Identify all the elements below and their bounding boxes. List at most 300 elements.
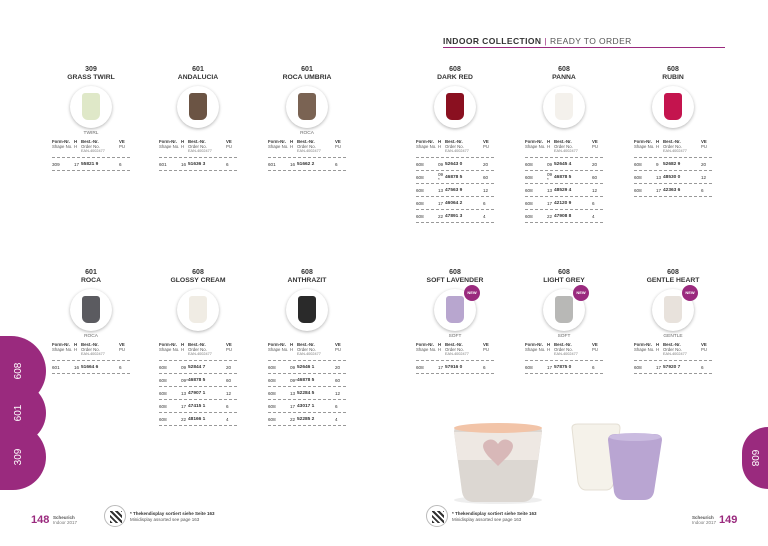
table-header-cell: Shape No.	[525, 144, 546, 149]
product-thumbnail[interactable]	[70, 86, 112, 128]
table-header-cell: H	[656, 139, 660, 144]
table-header-cell: Best.-Nr.	[445, 342, 463, 347]
product-thumbnail[interactable]	[286, 289, 328, 331]
table-header-cell: Form-Nr.	[634, 342, 652, 347]
pot-icon	[189, 296, 207, 323]
product-card	[633, 66, 713, 197]
table-header-cell: Best.-Nr.	[554, 342, 572, 347]
pot-icon	[82, 296, 100, 323]
ean-prefix: EAN-4002477	[297, 352, 321, 356]
brand-name: Scheurich	[692, 515, 714, 520]
brand-name: Scheurich	[53, 515, 75, 520]
table-cell: 20	[592, 161, 598, 167]
table-row	[634, 183, 712, 196]
table-header-cell: VE	[483, 139, 489, 144]
table-end-rule	[268, 425, 346, 426]
product-card	[524, 269, 604, 374]
section-header	[443, 36, 632, 46]
table-row	[268, 412, 346, 425]
product-series	[267, 334, 347, 340]
product-shape-number: 608	[558, 269, 570, 276]
table-cell: 42363 6	[663, 187, 681, 193]
product-shape-number: 601	[192, 66, 204, 73]
table-header-cell: H	[290, 342, 294, 347]
table-header-cell: Shape No.	[416, 144, 437, 149]
product-thumbnail[interactable]	[286, 86, 328, 128]
table-row	[416, 209, 494, 222]
product-thumbnail[interactable]	[70, 289, 112, 331]
table-cell: 608	[159, 403, 167, 409]
table-cell: 13	[290, 390, 296, 396]
table-cell: 17	[74, 161, 80, 167]
product-series: TWIRL	[83, 131, 99, 136]
table-header-cell: Order No.	[445, 347, 464, 352]
new-badge: NEW	[464, 285, 480, 301]
table-header-cell: Form-Nr.	[52, 139, 70, 144]
table-cell: 09	[438, 161, 444, 167]
product-series: SOFT	[448, 334, 462, 339]
table-header-cell: Form-Nr.	[634, 139, 652, 144]
table-header-cell: PU	[592, 144, 598, 149]
table-cell: 4	[335, 416, 338, 422]
product-series: ROCA	[300, 131, 314, 136]
product-name: ANTHRAZIT	[287, 277, 327, 284]
table-row	[416, 196, 494, 209]
table-cell: 22	[438, 213, 444, 219]
table-row	[268, 386, 346, 399]
table-header-cell: Form-Nr.	[52, 342, 70, 347]
product-name: GENTLE HEART	[646, 277, 700, 284]
table-header-cell: H	[181, 347, 185, 352]
table-cell: 608	[268, 403, 276, 409]
table-cell: 12	[335, 390, 341, 396]
order-table	[525, 139, 603, 223]
product-name: ROCA	[80, 277, 101, 284]
product-shape-number: 608	[449, 66, 461, 73]
pot-icon	[446, 296, 464, 323]
table-cell: 608	[525, 174, 533, 180]
table-cell: 46878 5	[554, 174, 572, 180]
product-card	[633, 269, 713, 374]
table-header-cell: H	[290, 347, 294, 352]
table-header-cell: Best.-Nr.	[188, 342, 206, 347]
table-end-rule	[416, 222, 494, 223]
photo-pot-rim	[454, 423, 542, 433]
table-header-cell: Form-Nr.	[159, 342, 177, 347]
table-cell: 13	[181, 390, 187, 396]
table-cell: 20	[701, 161, 707, 167]
table-header-cell: Best.-Nr.	[554, 139, 572, 144]
table-cell: 17	[656, 187, 662, 193]
table-row	[52, 157, 130, 170]
table-row	[634, 360, 712, 373]
table-row	[416, 183, 494, 196]
table-header-cell: H	[74, 144, 78, 149]
table-row	[268, 399, 346, 412]
table-cell: 608	[416, 174, 424, 180]
table-row	[525, 157, 603, 170]
table-cell: 42120 9	[554, 200, 572, 206]
product-shape-number: 608	[301, 269, 313, 276]
table-cell: 60	[226, 377, 232, 383]
product-series	[415, 131, 495, 137]
table-header-cell: PU	[226, 144, 232, 149]
table-cell: 48530 0	[663, 174, 681, 180]
table-cell: 51636 3	[188, 161, 206, 167]
table-cell: 60	[483, 174, 489, 180]
order-table	[52, 139, 130, 171]
table-cell: 6	[335, 403, 338, 409]
footnote-bold: * Thekendisplay sortiert siehe Seite 163	[452, 511, 537, 516]
table-header-cell: Order No.	[554, 347, 573, 352]
table-cell: 57916 0	[445, 364, 463, 370]
table-header-cell: PU	[119, 144, 125, 149]
table-cell: 47891 3	[445, 213, 463, 219]
table-cell: 48529 4	[554, 187, 572, 193]
table-cell: 17	[438, 200, 444, 206]
footnote-text: Minidisplay assorted see page 163	[130, 516, 200, 522]
table-header-cell: Best.-Nr.	[445, 139, 463, 144]
product-card	[524, 66, 604, 223]
table-header-cell: H	[438, 139, 442, 144]
table-row	[416, 360, 494, 373]
side-tab-label: 309	[12, 448, 24, 466]
side-tab-label: 608	[12, 362, 24, 380]
order-table	[416, 342, 494, 374]
table-cell: 22	[290, 416, 296, 422]
table-cell: 6	[701, 364, 704, 370]
table-cell: 608	[525, 161, 533, 167]
pot-icon	[446, 93, 464, 120]
order-table	[416, 139, 494, 223]
product-thumbnail[interactable]	[177, 289, 219, 331]
product-shape-number: 608	[558, 66, 570, 73]
product-name: GLOSSY CREAM	[170, 277, 226, 284]
table-cell: 09*	[181, 377, 188, 383]
pot-icon	[555, 296, 573, 323]
table-cell: 52285 2	[297, 416, 315, 422]
table-header-cell: Best.-Nr.	[297, 342, 315, 347]
product-series	[633, 131, 713, 137]
table-header-cell: H	[547, 144, 551, 149]
table-header-cell: H	[74, 139, 78, 144]
footnote-right	[452, 511, 537, 522]
pot-icon	[555, 93, 573, 120]
table-header-cell: H	[438, 144, 442, 149]
table-row	[525, 170, 603, 183]
footnote-text: Minidisplay assorted see page 163	[452, 516, 522, 522]
table-header-cell: H	[290, 139, 294, 144]
ean-prefix: EAN-4002477	[81, 149, 105, 153]
product-series: ROCA	[84, 334, 98, 339]
table-header-cell: VE	[226, 139, 232, 144]
table-cell: 52284 5	[297, 390, 315, 396]
table-header-cell: PU	[335, 144, 341, 149]
table-cell: 12	[483, 187, 489, 193]
header-rule	[443, 47, 725, 48]
table-cell: 13	[656, 174, 662, 180]
pot-icon	[82, 93, 100, 120]
product-card	[267, 66, 347, 171]
product-card	[415, 269, 495, 374]
new-badge: NEW	[682, 285, 698, 301]
table-row	[159, 386, 237, 399]
table-header-cell: PU	[701, 144, 707, 149]
table-cell: 22	[547, 213, 553, 219]
table-cell: 52682 9	[663, 161, 681, 167]
product-card	[158, 66, 238, 171]
table-header-cell: Best.-Nr.	[188, 139, 206, 144]
table-end-rule	[525, 373, 603, 374]
ean-prefix: EAN-4002477	[188, 149, 212, 153]
brand-left	[53, 515, 77, 525]
table-cell: 309	[52, 161, 60, 167]
table-cell: 16	[181, 161, 187, 167]
table-header-cell: Form-Nr.	[268, 342, 286, 347]
product-series: SOFT	[557, 334, 571, 339]
table-header-cell: Order No.	[188, 144, 207, 149]
side-tab-label: 601	[12, 404, 24, 422]
table-row	[525, 209, 603, 222]
table-header-cell: PU	[483, 144, 489, 149]
table-cell: 17	[438, 364, 444, 370]
table-cell: 17	[290, 403, 296, 409]
table-cell: 6	[592, 364, 595, 370]
table-cell: 55821 9	[81, 161, 99, 167]
side-tab-right-608[interactable]	[742, 427, 768, 489]
product-name: GRASS TWIRL	[67, 74, 115, 81]
product-name: LIGHT GREY	[543, 277, 585, 284]
table-header-cell: Shape No.	[268, 347, 289, 352]
product-card	[267, 269, 347, 426]
table-header-cell: H	[74, 342, 78, 347]
table-row	[634, 157, 712, 170]
ean-prefix: EAN-4002477	[297, 149, 321, 153]
table-header-cell: PU	[483, 347, 489, 352]
product-series	[158, 334, 238, 340]
table-cell: 52646 1	[297, 364, 315, 370]
order-table	[159, 342, 237, 426]
table-cell: 608	[268, 390, 276, 396]
brand-year: Indoor 2017	[692, 520, 717, 525]
table-header-cell: PU	[701, 347, 707, 352]
table-cell: 46064 2	[445, 200, 463, 206]
table-header-cell: H	[547, 347, 551, 352]
table-cell: 12	[701, 174, 707, 180]
product-shape-number: 608	[449, 269, 461, 276]
table-end-rule	[52, 373, 130, 374]
table-header-cell: H	[438, 347, 442, 352]
table-header-cell: Order No.	[554, 144, 573, 149]
table-cell: 6	[592, 200, 595, 206]
table-row	[268, 157, 346, 170]
table-end-rule	[525, 222, 603, 223]
table-cell: 60	[592, 174, 598, 180]
table-header-cell: H	[656, 144, 660, 149]
table-cell: 601	[159, 161, 167, 167]
product-shape-number: 601	[85, 269, 97, 276]
table-header-cell: H	[656, 342, 660, 347]
table-cell: 6	[335, 161, 338, 167]
table-row	[525, 360, 603, 373]
table-header-cell: Best.-Nr.	[297, 139, 315, 144]
table-cell: 60	[335, 377, 341, 383]
photo-pot-lavender	[608, 434, 662, 500]
table-header-cell: Form-Nr.	[159, 139, 177, 144]
ean-prefix: EAN-4002477	[554, 149, 578, 153]
table-cell: 608	[268, 364, 276, 370]
table-header-cell: VE	[701, 139, 707, 144]
table-row	[268, 373, 346, 386]
table-row	[159, 157, 237, 170]
table-row	[525, 183, 603, 196]
table-row	[416, 170, 494, 183]
table-header-cell: H	[74, 347, 78, 352]
product-shape-number: 608	[667, 269, 679, 276]
product-card	[158, 269, 238, 426]
table-header-cell: Shape No.	[634, 144, 655, 149]
table-cell: 6	[119, 364, 122, 370]
ean-prefix: EAN-4002477	[663, 149, 687, 153]
table-cell: 608	[159, 364, 167, 370]
table-header-cell: Shape No.	[159, 347, 180, 352]
product-name: PANNA	[552, 74, 576, 81]
product-name: ROCA UMBRIA	[282, 74, 332, 81]
table-header-cell: Form-Nr.	[525, 139, 543, 144]
product-thumbnail[interactable]	[543, 289, 585, 331]
table-cell: 608	[416, 187, 424, 193]
pot-icon	[664, 93, 682, 120]
table-header-cell: H	[181, 144, 185, 149]
ean-prefix: EAN-4002477	[663, 352, 687, 356]
table-cell: 52645 4	[554, 161, 572, 167]
pot-icon	[189, 93, 207, 120]
product-thumbnail[interactable]	[652, 86, 694, 128]
product-thumbnail[interactable]	[652, 289, 694, 331]
table-cell: 46878 5	[297, 377, 315, 383]
table-cell: 601	[52, 364, 60, 370]
table-cell: 09*	[290, 377, 297, 383]
header-separator: |	[544, 36, 548, 46]
product-thumbnail[interactable]	[543, 86, 585, 128]
table-header-cell: VE	[483, 342, 489, 347]
table-cell: 608	[634, 161, 642, 167]
table-cell: 22	[181, 416, 187, 422]
table-cell: 17	[181, 403, 187, 409]
table-header-cell: Best.-Nr.	[81, 139, 99, 144]
side-tab-309[interactable]	[0, 424, 46, 490]
table-header-cell: Shape No.	[52, 347, 73, 352]
order-table	[634, 139, 712, 197]
product-card	[51, 269, 131, 374]
table-cell: 6	[483, 364, 486, 370]
product-card	[51, 66, 131, 171]
table-row	[416, 157, 494, 170]
table-header-cell: Shape No.	[52, 144, 73, 149]
table-cell: 608	[159, 390, 167, 396]
table-header-cell: Form-Nr.	[525, 342, 543, 347]
table-cell: 46878 5	[188, 377, 206, 383]
table-header-cell: Order No.	[81, 347, 100, 352]
table-header-cell: VE	[335, 342, 341, 347]
header-subtitle: READY TO ORDER	[550, 36, 632, 46]
ean-prefix: EAN-4002477	[554, 352, 578, 356]
table-cell: 16	[74, 364, 80, 370]
table-header-cell: Order No.	[188, 347, 207, 352]
table-cell: 48166 1	[188, 416, 206, 422]
product-thumbnail[interactable]	[177, 86, 219, 128]
table-cell: 09	[181, 364, 187, 370]
order-table	[268, 342, 346, 426]
table-end-rule	[416, 373, 494, 374]
product-shape-number: 608	[667, 66, 679, 73]
table-header-cell: H	[438, 342, 442, 347]
table-header-cell: H	[181, 342, 185, 347]
product-name: SOFT LAVENDER	[426, 277, 484, 284]
table-cell: 6	[701, 187, 704, 193]
table-cell: 09	[547, 161, 553, 167]
table-cell: 20	[226, 364, 232, 370]
ean-prefix: EAN-4002477	[445, 149, 469, 153]
table-row	[634, 170, 712, 183]
table-header-cell: VE	[592, 139, 598, 144]
table-cell: 4	[226, 416, 229, 422]
table-cell: 47908 8	[554, 213, 572, 219]
table-cell: 608	[416, 200, 424, 206]
table-header-cell: Shape No.	[268, 144, 289, 149]
display-icon	[104, 505, 126, 527]
table-cell: 09	[290, 364, 296, 370]
new-badge: NEW	[573, 285, 589, 301]
table-header-cell: PU	[592, 347, 598, 352]
table-cell: 47415 1	[188, 403, 206, 409]
photo-pot-lavender-rim	[609, 433, 661, 441]
table-cell: 17	[656, 364, 662, 370]
table-header-cell: Shape No.	[634, 347, 655, 352]
order-table	[525, 342, 603, 374]
pot-icon	[664, 296, 682, 323]
table-end-rule	[52, 170, 130, 171]
table-header-cell: VE	[119, 342, 125, 347]
table-end-rule	[159, 425, 237, 426]
product-thumbnail[interactable]	[434, 86, 476, 128]
product-photo	[448, 418, 718, 504]
table-header-cell: Form-Nr.	[416, 342, 434, 347]
product-name: ANDALUCIA	[177, 74, 219, 81]
product-name: DARK RED	[437, 74, 473, 81]
product-series: GENTLE	[663, 334, 683, 339]
table-cell: 13	[438, 187, 444, 193]
table-cell: 6	[226, 161, 229, 167]
table-cell: 608	[268, 377, 276, 383]
table-cell: 17	[547, 364, 553, 370]
brand-right	[692, 515, 716, 525]
order-table	[52, 342, 130, 374]
display-icon	[426, 505, 448, 527]
pot-icon	[298, 296, 316, 323]
table-header-cell: H	[290, 144, 294, 149]
table-cell: 43017 1	[297, 403, 315, 409]
table-cell: 20	[483, 161, 489, 167]
table-end-rule	[159, 170, 237, 171]
table-end-rule	[268, 170, 346, 171]
product-thumbnail[interactable]	[434, 289, 476, 331]
table-cell: 6	[226, 403, 229, 409]
table-header-cell: PU	[335, 347, 341, 352]
table-cell: 608	[525, 200, 533, 206]
table-header-cell: Form-Nr.	[268, 139, 286, 144]
table-cell: 608	[634, 174, 642, 180]
